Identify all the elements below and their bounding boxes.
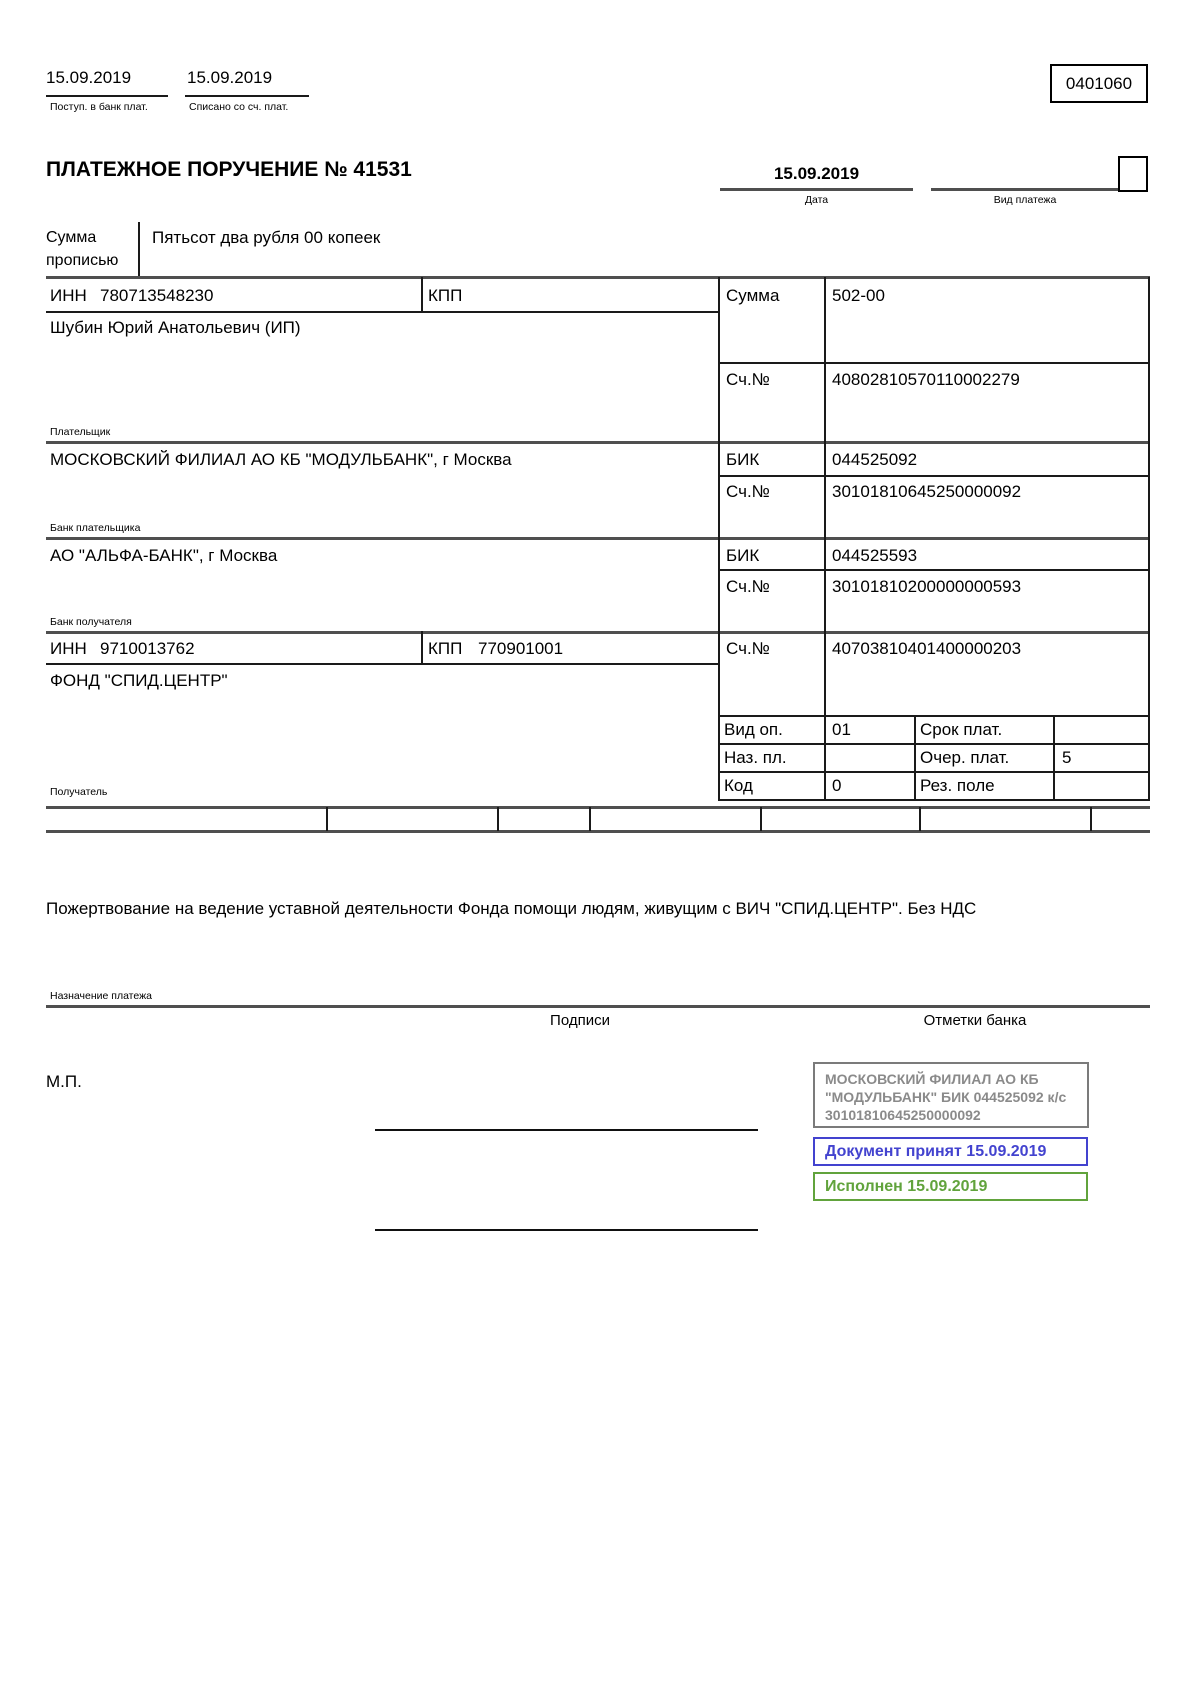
payer-name: Шубин Юрий Анатольевич (ИП): [50, 318, 301, 337]
purpose-text: Пожертвование на ведение уставной деятельности Фонда помощи людям, живущим с ВИЧ "СПИД.ЦЕНТР". Без НДС: [46, 899, 977, 918]
tax-field-divider: [760, 807, 762, 831]
beneficiary-bank-name: АО "АЛЬФА-БАНК", г Москва: [50, 546, 278, 565]
pay-code-label: Наз. пл.: [724, 748, 787, 767]
payer-section-label: Плательщик: [50, 426, 111, 438]
grid-line: [1148, 277, 1150, 800]
status-field-box: [1118, 156, 1148, 192]
due-date-label: Срок плат.: [920, 720, 1003, 739]
grid-line: [718, 771, 1150, 773]
payer-bank-bik: 044525092: [832, 450, 918, 469]
debited-date-underline: [185, 95, 309, 97]
payer-account: 40802810570110002279: [832, 370, 1020, 389]
grid-line: [138, 222, 140, 278]
debited-date: 15.09.2019: [187, 68, 273, 87]
payment-type-label: Вид платежа: [993, 194, 1057, 206]
tax-field-divider: [1090, 807, 1092, 831]
accepted-stamp: [813, 1137, 1088, 1166]
payer-bank-account-label: Сч.№: [726, 482, 770, 501]
payer-kpp-label: КПП: [428, 286, 463, 305]
tax-field-divider: [919, 807, 921, 831]
beneficiary-bank-bik: 044525593: [832, 546, 918, 565]
sum-value: 502-00: [832, 286, 885, 305]
tax-fields-row-top: [46, 806, 1150, 809]
sum-label: Сумма: [726, 286, 780, 305]
purpose-section-label: Назначение платежа: [50, 990, 152, 1002]
beneficiary-bank-bik-label: БИК: [726, 546, 760, 565]
code-label: Код: [724, 776, 753, 795]
beneficiary-bank-account: 30101810200000000593: [832, 577, 1022, 596]
op-type-value: 01: [832, 720, 851, 739]
payer-bank-name: МОСКОВСКИЙ ФИЛИАЛ АО КБ "МОДУЛЬБАНК", г Москва: [50, 450, 512, 469]
beneficiary-bank-section-label: Банк получателя: [50, 616, 132, 628]
grid-line: [718, 715, 1150, 717]
executed-stamp: [813, 1172, 1088, 1201]
doc-date: 15.09.2019: [773, 164, 860, 183]
grid-line: [46, 441, 1150, 444]
accepted-stamp-text: Документ принят 15.09.2019: [825, 1142, 1047, 1160]
tax-field-divider: [589, 807, 591, 831]
bank-stamp-box: [813, 1062, 1089, 1128]
received-date-underline: [46, 95, 168, 97]
payer-bank-bik-label: БИК: [726, 450, 760, 469]
priority-value: 5: [1062, 748, 1072, 767]
debited-date-label: Списано со сч. плат.: [189, 101, 289, 113]
beneficiary-inn-label: ИНН: [50, 639, 87, 658]
beneficiary-kpp: 770901001: [478, 639, 564, 658]
doc-title: ПЛАТЕЖНОЕ ПОРУЧЕНИЕ № 41531: [46, 158, 412, 181]
payer-inn: 780713548230: [100, 286, 214, 305]
op-type-label: Вид оп.: [724, 720, 783, 739]
grid-line: [46, 537, 1150, 540]
grid-line: [421, 277, 423, 312]
tax-fields-row-bottom: [46, 830, 1150, 833]
received-date-label: Поступ. в банк плат.: [50, 101, 148, 113]
beneficiary-kpp-label: КПП: [428, 639, 463, 658]
amount-words-value: Пятьсот два рубля 00 копеек: [152, 228, 381, 247]
payer-bank-account: 30101810645250000092: [832, 482, 1022, 501]
bank-stamp-text: МОСКОВСКИЙ ФИЛИАЛ АО КБ "МОДУЛЬБАНК" БИК 044525092 к/с 30101810645250000092: [825, 1071, 1067, 1124]
payment-type-underline: [931, 188, 1119, 191]
received-date: 15.09.2019: [46, 68, 132, 87]
beneficiary-inn: 9710013762: [100, 639, 195, 658]
amount-words-label: Сумма прописью: [46, 229, 119, 270]
signature-line-2: [375, 1229, 758, 1231]
payer-bank-section-label: Банк плательщика: [50, 522, 141, 534]
reserve-label: Рез. поле: [920, 776, 995, 795]
payer-inn-label: ИНН: [50, 286, 87, 305]
grid-line: [46, 663, 718, 665]
grid-line: [718, 743, 1150, 745]
grid-line: [1053, 715, 1055, 800]
grid-line: [421, 631, 423, 664]
grid-line: [914, 715, 916, 800]
priority-label: Очер. плат.: [920, 748, 1010, 767]
grid-line: [824, 277, 826, 800]
executed-stamp-text: Исполнен 15.09.2019: [825, 1177, 988, 1195]
date-underline: [720, 188, 913, 191]
beneficiary-account-label: Сч.№: [726, 639, 770, 658]
beneficiary-bank-account-label: Сч.№: [726, 577, 770, 596]
payer-account-label: Сч.№: [726, 370, 770, 389]
grid-line: [718, 362, 1150, 364]
tax-field-divider: [497, 807, 499, 831]
grid-line: [46, 276, 1150, 279]
stamp-place-label: М.П.: [46, 1072, 82, 1091]
date-label: Дата: [804, 194, 829, 206]
beneficiary-section-label: Получатель: [50, 786, 108, 798]
grid-line: [46, 1005, 1150, 1008]
code-value: 0: [832, 776, 842, 795]
signatures-label: Подписи: [550, 1012, 610, 1029]
grid-line: [718, 569, 1150, 571]
bank-marks-label: Отметки банка: [923, 1012, 1027, 1029]
beneficiary-account: 40703810401400000203: [832, 639, 1022, 658]
grid-line: [718, 277, 720, 800]
grid-line: [46, 311, 718, 313]
beneficiary-name: ФОНД "СПИД.ЦЕНТР": [50, 671, 228, 690]
form-code: 0401060: [1065, 73, 1133, 93]
grid-line: [718, 475, 1150, 477]
grid-line: [46, 631, 1150, 634]
signature-line-1: [375, 1129, 758, 1131]
grid-line: [718, 799, 1150, 801]
tax-field-divider: [326, 807, 328, 831]
form-code-box: [1050, 64, 1148, 103]
